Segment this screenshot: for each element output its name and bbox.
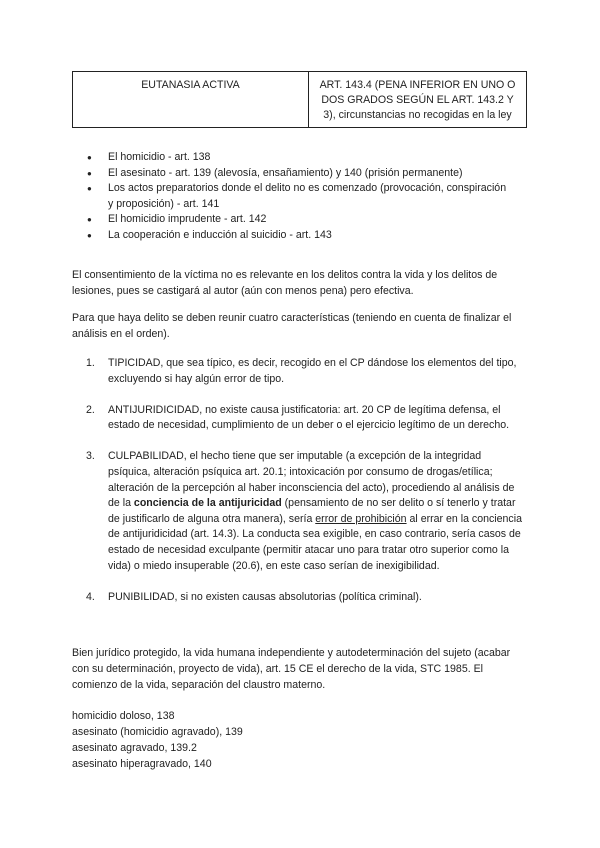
criterion-tipicidad bbox=[72, 356, 524, 387]
criterion-text-part1: CULPABILIDAD, el hecho tiene que ser imputable (a excepción de la integridad psíquica, alteración psíquica art. 20.1; intoxicación por consumo de drogas/etílica; alteración de la percepción al haber inconsciencia del acto), procediendo al análisis de de la bbox=[108, 450, 515, 510]
offense-line: asesinato agravado, 139.2 bbox=[72, 742, 197, 754]
criteria-list bbox=[72, 356, 524, 621]
criterion-number: 4. bbox=[86, 590, 95, 603]
criterion-underlined-term: error de prohibición bbox=[315, 512, 407, 525]
header-cell-left: EUTANASIA ACTIVA bbox=[73, 72, 309, 128]
criterion-text-part2: (pensamiento de no ser delito o sí tenerlo y tratar de justificarlo de alguna otra manera), sería bbox=[108, 497, 516, 525]
criterion-text: TIPICIDAD, que sea típico, es decir, recogido en el CP dándose los elementos del tipo, excluyendo si hay algún error de tipo. bbox=[108, 357, 517, 385]
paragraph-bien-juridico: Bien jurídico protegido, la vida humana independiente y autodeterminación del sujeto (acabar con su determinación, proyecto de vida), art. 15 CE el derecho de la vida, STC 1985. El comienzo de la vida, separación del claustro materno. bbox=[72, 647, 511, 691]
offense-line: homicidio doloso, 138 bbox=[72, 710, 175, 722]
criterion-text-part3: al errar en la conciencia de antijuridicidad (art. 14.3). La conducta sea exigible, en caso contrario, sería casos de estado de necesidad exculpante (permitir atacar uno para tratar otro superior como la vida) o miedo insuperable (20.6), en este caso serían de inexigibilidad. bbox=[108, 512, 522, 572]
criterion-number: 2. bbox=[86, 403, 95, 416]
bullet-item: ● La cooperación e inducción al suicidio - art. 143 bbox=[72, 228, 512, 244]
criterion-culpabilidad bbox=[72, 449, 524, 574]
header-cell-right: ART. 143.4 (PENA INFERIOR EN UNO O DOS GRADOS SEGÚN EL ART. 143.2 Y 3), circunstancias no recogidas en la ley bbox=[309, 72, 527, 128]
paragraph-consentimiento: El consentimiento de la víctima no es relevante en los delitos contra la vida y los delitos de lesiones, pues se castigará al autor (aún con menos pena) pero efectiva. bbox=[72, 269, 498, 297]
bullet-item: ● El homicidio imprudente - art. 142 bbox=[72, 212, 512, 228]
criterion-bold-term: conciencia de la antijuricidad bbox=[133, 497, 282, 510]
criterion-text: ANTIJURIDICIDAD, no existe causa justificatoria: art. 20 CP de legítima defensa, el estado de necesidad, cumplimiento de un deber o el ejercicio legítimo de un derecho. bbox=[108, 403, 510, 432]
criterion-number: 1. bbox=[86, 357, 95, 369]
offense-bullet-list bbox=[72, 150, 512, 243]
bullet-item: ● Los actos preparatorios donde el delito no es comenzado (provocación, conspiración y proposición) - art. 141 bbox=[72, 181, 512, 212]
offense-article-list bbox=[72, 708, 243, 772]
criterion-text: PUNIBILIDAD, si no existen causas absolutorias (política criminal). bbox=[108, 590, 422, 603]
criterion-antijuridicidad bbox=[72, 403, 524, 434]
paragraph-delito: Para que haya delito se deben reunir cuatro características (teniendo en cuenta de finalizar el análisis en el orden). bbox=[72, 312, 512, 340]
criterion-punibilidad bbox=[72, 590, 524, 606]
offense-line: asesinato (homicidio agravado), 139 bbox=[72, 726, 243, 738]
bullet-item: ● El homicidio - art. 138 bbox=[72, 150, 512, 166]
header-table bbox=[72, 71, 527, 128]
criterion-number: 3. bbox=[86, 450, 95, 463]
bullet-item: ● El asesinato - art. 139 (alevosía, ensañamiento) y 140 (prisión permanente) bbox=[72, 166, 512, 182]
offense-line: asesinato hiperagravado, 140 bbox=[72, 758, 212, 770]
